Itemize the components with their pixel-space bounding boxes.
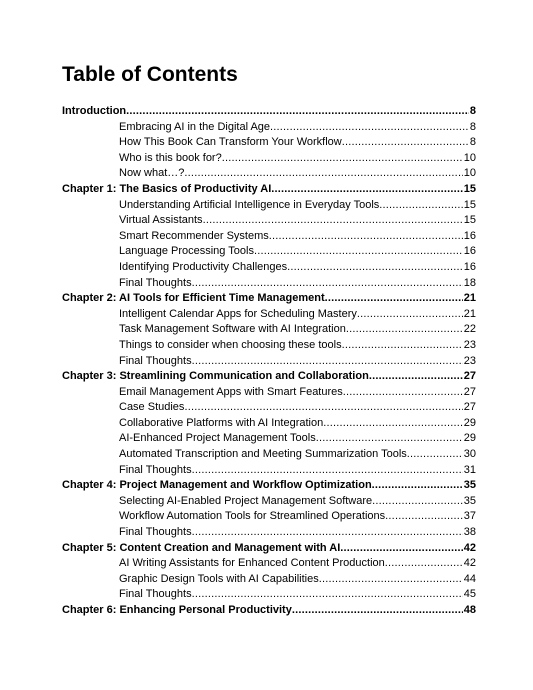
toc-page-number: 18 bbox=[463, 276, 476, 289]
toc-chapter-entry[interactable] bbox=[62, 104, 476, 120]
toc-section-entry[interactable] bbox=[62, 198, 476, 214]
toc-entry-title: Chapter 5: Content Creation and Management with AI bbox=[62, 541, 341, 554]
toc-section-entry[interactable] bbox=[62, 525, 476, 541]
dot-leader bbox=[203, 213, 463, 229]
toc-chapter-entry[interactable] bbox=[62, 369, 476, 385]
toc-section-entry[interactable] bbox=[62, 120, 476, 136]
toc-entry-title: Final Thoughts bbox=[119, 354, 192, 367]
dot-leader bbox=[192, 463, 463, 479]
toc-entry-title: Final Thoughts bbox=[119, 463, 192, 476]
toc-page-number: 16 bbox=[463, 245, 476, 258]
toc-section-entry[interactable] bbox=[62, 166, 476, 182]
toc-page-number: 8 bbox=[469, 136, 476, 149]
toc-entry-title: Chapter 1: The Basics of Productivity AI bbox=[62, 182, 272, 195]
toc-page-number: 15 bbox=[463, 182, 476, 195]
dot-leader bbox=[379, 198, 462, 214]
toc-section-entry[interactable] bbox=[62, 463, 476, 479]
toc-entry-title: Chapter 4: Project Management and Workflow Optimization bbox=[62, 479, 372, 492]
toc-entry-title: Smart Recommender Systems bbox=[119, 229, 269, 242]
toc-entry-title: Email Management Apps with Smart Features bbox=[119, 385, 343, 398]
dot-leader bbox=[323, 416, 463, 432]
dot-leader bbox=[292, 603, 463, 619]
toc-section-entry[interactable] bbox=[62, 307, 476, 323]
toc-section-entry[interactable] bbox=[62, 416, 476, 432]
toc-page-number: 35 bbox=[463, 494, 476, 507]
toc-page-number: 42 bbox=[463, 557, 476, 570]
toc-page-number: 35 bbox=[463, 479, 476, 492]
toc-entry-title: Intelligent Calendar Apps for Scheduling Mastery bbox=[119, 307, 357, 320]
toc-page-number: 48 bbox=[463, 604, 476, 616]
toc-entry-title: Identifying Productivity Challenges bbox=[119, 260, 288, 273]
toc-entry-title: Graphic Design Tools with AI Capabilities bbox=[119, 572, 319, 585]
toc-page-number: 10 bbox=[463, 151, 476, 164]
dot-leader bbox=[269, 229, 463, 245]
toc-page-number: 38 bbox=[463, 526, 476, 539]
toc-page-number: 15 bbox=[463, 214, 476, 227]
toc-entry-title: Selecting AI-Enabled Project Management Software bbox=[119, 494, 373, 507]
dot-leader bbox=[342, 135, 469, 151]
toc-chapter-entry[interactable] bbox=[62, 478, 476, 494]
dot-leader bbox=[192, 587, 463, 603]
toc-section-entry[interactable] bbox=[62, 354, 476, 370]
dot-leader bbox=[357, 307, 463, 323]
dot-leader bbox=[271, 182, 463, 198]
toc-entry-title: Collaborative Platforms with AI Integration bbox=[119, 416, 324, 429]
toc-section-entry[interactable] bbox=[62, 447, 476, 463]
toc-section-entry[interactable] bbox=[62, 385, 476, 401]
toc-chapter-entry[interactable] bbox=[62, 603, 476, 619]
toc-entry-title: Chapter 3: Streamlining Communication and Collaboration bbox=[62, 370, 369, 383]
toc-entry-title: Who is this book for? bbox=[119, 151, 222, 164]
toc-section-entry[interactable] bbox=[62, 322, 476, 338]
toc-chapter-entry[interactable] bbox=[62, 182, 476, 198]
toc-page-number: 27 bbox=[463, 385, 476, 398]
toc-page-number: 16 bbox=[463, 260, 476, 273]
dot-leader bbox=[287, 260, 463, 276]
toc-page-number: 21 bbox=[463, 307, 476, 320]
dot-leader bbox=[184, 166, 462, 182]
toc-entry-title: Chapter 6: Enhancing Personal Productivity bbox=[62, 604, 292, 616]
dot-leader bbox=[270, 120, 469, 136]
toc-entry-title: Embracing AI in the Digital Age bbox=[119, 120, 271, 133]
toc-page-number: 21 bbox=[463, 292, 476, 305]
toc-entry-title: Language Processing Tools bbox=[119, 245, 254, 258]
toc-entry-title: Final Thoughts bbox=[119, 276, 192, 289]
toc-entry-title: Chapter 2: AI Tools for Efficient Time Management bbox=[62, 292, 325, 305]
toc-page-number: 37 bbox=[463, 510, 476, 523]
toc-entry-title: Now what…? bbox=[119, 167, 185, 180]
toc-section-entry[interactable] bbox=[62, 244, 476, 260]
toc-page-number: 8 bbox=[469, 105, 476, 117]
dot-leader bbox=[325, 291, 463, 307]
toc-page-number: 44 bbox=[463, 572, 476, 585]
dot-leader bbox=[254, 244, 463, 260]
toc-section-entry[interactable] bbox=[62, 587, 476, 603]
toc-section-entry[interactable] bbox=[62, 276, 476, 292]
dot-leader bbox=[316, 431, 463, 447]
toc-entry-title: AI-Enhanced Project Management Tools bbox=[119, 432, 316, 445]
toc-page-number: 29 bbox=[463, 416, 476, 429]
toc-page-number: 22 bbox=[463, 323, 476, 336]
dot-leader bbox=[192, 525, 463, 541]
toc-page-number: 10 bbox=[463, 167, 476, 180]
toc-section-entry[interactable] bbox=[62, 213, 476, 229]
toc-entry-title: How This Book Can Transform Your Workflow bbox=[119, 136, 342, 149]
toc-page-number: 23 bbox=[463, 338, 476, 351]
toc-entry-title: AI Writing Assistants for Enhanced Content Production bbox=[119, 557, 385, 570]
dot-leader bbox=[369, 369, 463, 385]
toc-entry-title: Automated Transcription and Meeting Summarization Tools bbox=[119, 448, 407, 461]
dot-leader bbox=[340, 541, 462, 557]
toc-entry-title: Final Thoughts bbox=[119, 526, 192, 539]
toc-section-entry[interactable] bbox=[62, 400, 476, 416]
dot-leader bbox=[192, 354, 463, 370]
toc-page-number: 30 bbox=[463, 448, 476, 461]
page-title: Table of Contents bbox=[62, 63, 238, 86]
dot-leader bbox=[385, 509, 463, 525]
toc-section-entry[interactable] bbox=[62, 229, 476, 245]
toc-page-number: 27 bbox=[463, 401, 476, 414]
toc-page-number: 45 bbox=[463, 588, 476, 601]
toc-chapter-entry[interactable] bbox=[62, 291, 476, 307]
toc-section-entry[interactable] bbox=[62, 135, 476, 151]
toc-section-entry[interactable] bbox=[62, 260, 476, 276]
dot-leader bbox=[385, 556, 463, 572]
toc-entry-title: Final Thoughts bbox=[119, 588, 192, 601]
toc-page-number: 23 bbox=[463, 354, 476, 367]
toc-page-number: 31 bbox=[463, 463, 476, 476]
toc-entry-title: Task Management Software with AI Integration bbox=[119, 323, 346, 336]
toc-section-entry[interactable] bbox=[62, 431, 476, 447]
toc-section-entry[interactable] bbox=[62, 509, 476, 525]
dot-leader bbox=[222, 151, 463, 167]
dot-leader bbox=[126, 104, 469, 120]
toc-entry-title: Workflow Automation Tools for Streamlined Operations bbox=[119, 510, 386, 523]
toc-page-number: 27 bbox=[463, 370, 476, 383]
toc-section-entry[interactable] bbox=[62, 338, 476, 354]
dot-leader bbox=[184, 400, 462, 416]
toc-section-entry[interactable] bbox=[62, 556, 476, 572]
dot-leader bbox=[346, 322, 463, 338]
toc-section-entry[interactable] bbox=[62, 151, 476, 167]
dot-leader bbox=[342, 338, 463, 354]
toc-entry-title: Understanding Artificial Intelligence in Everyday Tools bbox=[119, 198, 380, 211]
toc-list bbox=[62, 104, 476, 619]
toc-page-number: 15 bbox=[463, 198, 476, 211]
toc-page-number: 42 bbox=[463, 541, 476, 554]
dot-leader bbox=[372, 494, 463, 510]
toc-page-number: 8 bbox=[469, 120, 476, 133]
toc-chapter-entry[interactable] bbox=[62, 541, 476, 557]
dot-leader bbox=[319, 572, 463, 588]
dot-leader bbox=[372, 478, 463, 494]
toc-page-number: 29 bbox=[463, 432, 476, 445]
dot-leader bbox=[192, 276, 463, 292]
toc-section-entry[interactable] bbox=[62, 572, 476, 588]
dot-leader bbox=[407, 447, 463, 463]
toc-entry-title: Case Studies bbox=[119, 401, 185, 414]
toc-page-number: 16 bbox=[463, 229, 476, 242]
dot-leader bbox=[343, 385, 463, 401]
toc-entry-title: Virtual Assistants bbox=[119, 214, 203, 227]
toc-entry-title: Things to consider when choosing these tools bbox=[119, 338, 342, 351]
toc-section-entry[interactable] bbox=[62, 494, 476, 510]
toc-entry-title: Introduction bbox=[62, 105, 127, 117]
